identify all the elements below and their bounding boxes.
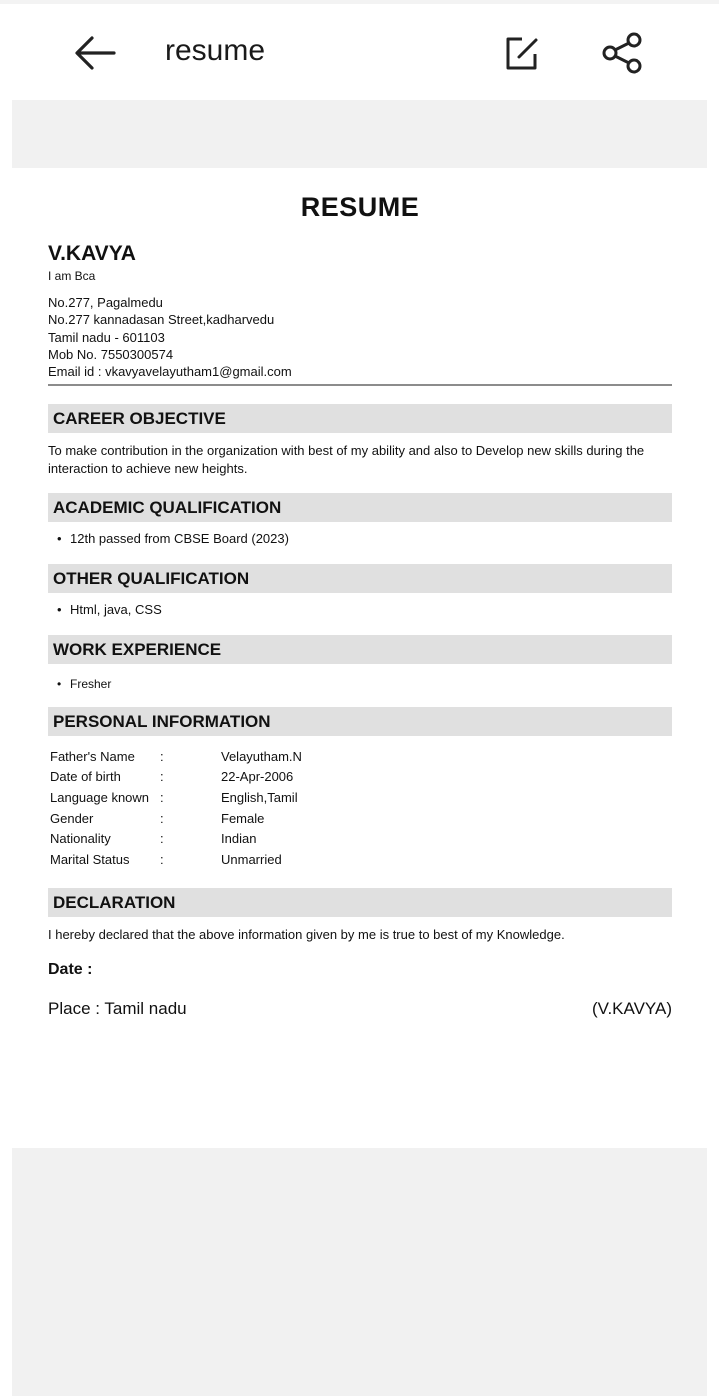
- app-bar-title: resume: [165, 34, 266, 67]
- personal-info-value: Indian: [221, 831, 257, 847]
- personal-info-table: [50, 746, 302, 870]
- phone-line: Mob No. 7550300574: [48, 346, 174, 362]
- personal-info-label: Nationality: [50, 831, 111, 847]
- table-row: [50, 767, 302, 788]
- personal-info-value: Unmarried: [221, 851, 282, 867]
- personal-info-separator: :: [160, 789, 164, 805]
- other-qualification-heading: OTHER QUALIFICATION: [48, 564, 672, 593]
- address-line: No.277, Pagalmedu: [48, 295, 163, 310]
- personal-info-separator: :: [160, 851, 164, 867]
- candidate-name: V.KAVYA: [48, 242, 136, 265]
- academic-item: • 12th passed from CBSE Board (2023): [70, 531, 289, 546]
- table-row: [50, 746, 302, 767]
- header-divider: [48, 384, 672, 386]
- arrow-left-icon: [70, 30, 120, 76]
- place-label: Place : Tamil nadu: [48, 999, 187, 1018]
- viewer-top-margin: [12, 100, 707, 168]
- app-bar: [0, 0, 719, 100]
- address-line: Tamil nadu - 601103: [48, 329, 165, 345]
- personal-info-separator: :: [160, 810, 164, 826]
- contact-block: [48, 294, 292, 380]
- date-label: Date :: [48, 961, 93, 978]
- share-button[interactable]: [598, 28, 648, 78]
- signature-name: (V.KAVYA): [592, 999, 672, 1018]
- career-objective-text: To make contribution in the organization with best of my ability and also to Develop new skills during the interaction to achieve new heights.: [48, 443, 645, 476]
- edit-button[interactable]: [500, 30, 544, 76]
- personal-info-label: Gender: [50, 810, 94, 826]
- other-qualification-item: • Html, java, CSS: [70, 602, 162, 617]
- personal-info-value: Velayutham.N: [221, 748, 302, 764]
- resume-document: [12, 168, 707, 1148]
- personal-info-value: Female: [221, 810, 265, 826]
- personal-info-separator: :: [160, 769, 164, 785]
- personal-info-label: Language known: [50, 789, 150, 805]
- personal-information-heading: PERSONAL INFORMATION: [48, 707, 672, 736]
- back-button[interactable]: [70, 30, 120, 76]
- table-row: [50, 808, 302, 829]
- email-line: Email id : vkavyavelayutham1@gmail.com: [48, 364, 292, 380]
- personal-info-value: English,Tamil: [221, 789, 298, 805]
- personal-info-separator: :: [160, 748, 164, 764]
- personal-info-label: Father's Name: [50, 748, 135, 764]
- work-experience-item: • Fresher: [70, 677, 111, 691]
- personal-info-label: Date of birth: [50, 769, 121, 785]
- academic-qualification-heading: ACADEMIC QUALIFICATION: [48, 493, 672, 522]
- status-strip: [0, 0, 719, 4]
- declaration-text: I hereby declared that the above information given by me is true to best of my Knowledge.: [48, 927, 565, 942]
- work-experience-heading: WORK EXPERIENCE: [48, 635, 672, 664]
- share-icon: [598, 28, 648, 78]
- personal-info-value: 22-Apr-2006: [221, 769, 294, 785]
- table-row: [50, 828, 302, 849]
- address-line: No.277 kannadasan Street,kadharvedu: [48, 312, 275, 328]
- table-row: [50, 787, 302, 808]
- personal-info-separator: :: [160, 831, 164, 847]
- career-objective-heading: CAREER OBJECTIVE: [48, 404, 672, 433]
- resume-heading: RESUME: [300, 192, 420, 222]
- declaration-heading: DECLARATION: [48, 888, 672, 917]
- table-row: [50, 849, 302, 870]
- personal-info-label: Marital Status: [50, 851, 130, 867]
- edit-icon: [500, 30, 544, 76]
- viewer-bottom-margin: [12, 1148, 707, 1396]
- candidate-tagline: I am Bca: [48, 269, 96, 283]
